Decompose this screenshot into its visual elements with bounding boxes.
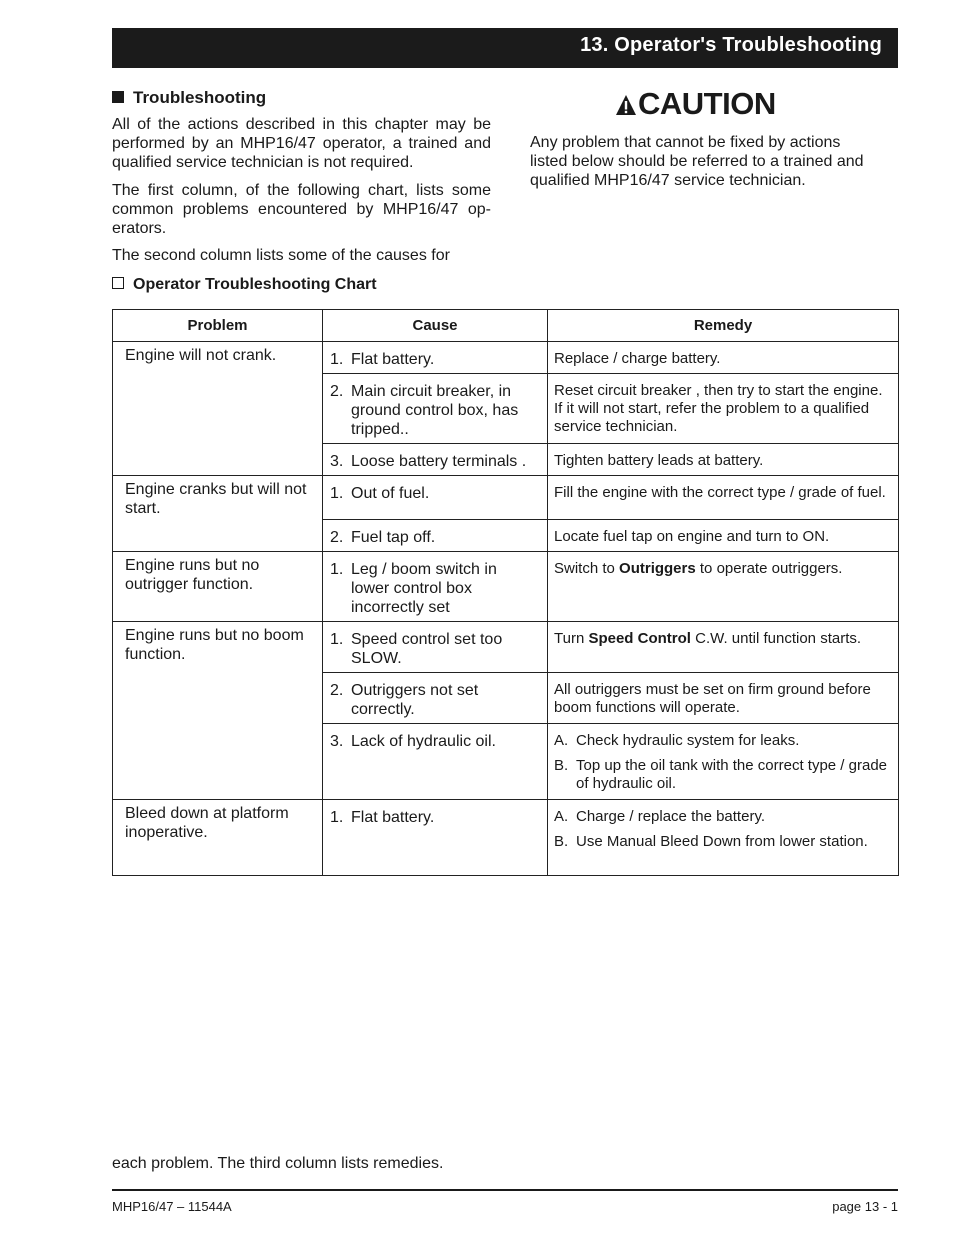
- cause-text: Fuel tap off.: [351, 529, 436, 546]
- problem-cell: Engine cranks but will not start.: [113, 476, 323, 552]
- cause-number: 3.: [330, 453, 344, 470]
- remedy-cell: [548, 552, 899, 622]
- column-header-remedy: Remedy: [548, 310, 899, 342]
- intro-paragraph-1: All of the actions described in this chapter may be performed by an MHP16/47 operator, a trained and qualified service technician is not required.: [112, 116, 491, 171]
- cause-text: Flat battery.: [351, 809, 435, 826]
- remedy-cell: Reset circuit breaker , then try to start the engine. If it will not start, refer the problem to a qualified service technician.: [548, 374, 899, 444]
- remedy-letter: A.: [554, 732, 569, 749]
- warning-triangle-icon: [615, 94, 637, 116]
- troubleshooting-table: [112, 309, 899, 876]
- cause-cell: [323, 444, 548, 476]
- remedy-letter: A.: [554, 808, 569, 825]
- caution-label: CAUTION: [638, 86, 776, 121]
- cause-number: 2.: [330, 383, 344, 400]
- cause-text: Outriggers not set correctly.: [351, 682, 479, 718]
- caution-heading: [615, 86, 776, 122]
- continuation-paragraph: each problem. The third column lists remedies.: [112, 1155, 444, 1172]
- problem-cell: Engine will not crank.: [113, 342, 323, 476]
- cause-text: Flat battery.: [351, 351, 435, 368]
- remedy-text: C.W. until function starts.: [690, 630, 862, 647]
- cause-cell: [323, 476, 548, 520]
- remedy-bold-term: Outriggers: [619, 560, 696, 577]
- table-row: [113, 342, 899, 374]
- cause-number: 1.: [330, 809, 344, 826]
- remedy-cell: All outriggers must be set on firm ground before boom functions will operate.: [548, 673, 899, 724]
- cause-text: Main circuit breaker, in ground control box, has tripped..: [351, 383, 519, 438]
- cause-number: 1.: [330, 631, 344, 648]
- remedy-cell: Replace / charge battery.: [548, 342, 899, 374]
- cause-text: Loose battery terminals .: [351, 453, 527, 470]
- cause-number: 2.: [330, 529, 344, 546]
- column-header-cause: Cause: [323, 310, 548, 342]
- cause-number: 1.: [330, 561, 344, 578]
- remedy-letter: B.: [554, 757, 569, 774]
- section-heading: [112, 88, 266, 108]
- cause-cell: [323, 520, 548, 552]
- remedy-text: Top up the oil tank with the correct type / grade of hydraulic oil.: [576, 757, 888, 792]
- cause-cell: [323, 800, 548, 876]
- footer-page-number: page 13 - 1: [832, 1199, 898, 1214]
- cause-number: 3.: [330, 733, 344, 750]
- column-header-problem: Problem: [113, 310, 323, 342]
- cause-text: Lack of hydraulic oil.: [351, 733, 496, 750]
- remedy-text: Charge / replace the battery.: [576, 808, 765, 825]
- chapter-header-bar: [112, 28, 898, 68]
- cause-number: 1.: [330, 351, 344, 368]
- chart-heading-text: Operator Troubleshooting Chart: [133, 276, 377, 293]
- cause-number: 1.: [330, 485, 344, 502]
- cause-cell: [323, 622, 548, 673]
- footer-divider: [112, 1189, 898, 1191]
- problem-cell: Engine runs but no boom function.: [113, 622, 323, 800]
- table-row: [113, 622, 899, 673]
- cause-cell: [323, 552, 548, 622]
- remedy-bold-term: Speed Control: [588, 630, 691, 647]
- checkbox-outline-icon: [112, 277, 124, 289]
- caution-text: Any problem that cannot be fixed by actions listed below should be referred to a trained and qualified MHP16/47 service technician.: [530, 134, 864, 189]
- remedy-cell: [548, 724, 899, 800]
- intro-paragraph-2: The first column, of the following chart, lists some common problems encountered by MHP16/47 op-erators.: [112, 182, 491, 237]
- chapter-title: 13. Operator's Troubleshooting: [580, 34, 882, 56]
- problem-cell: Bleed down at platform inoperative.: [113, 800, 323, 876]
- cause-number: 2.: [330, 682, 344, 699]
- table-header-row: [113, 310, 899, 342]
- filled-square-icon: [112, 91, 124, 103]
- remedy-cell: Fill the engine with the correct type / grade of fuel.: [548, 476, 899, 520]
- table-row: [113, 800, 899, 876]
- table-row: [113, 476, 899, 520]
- cause-text: Speed control set too SLOW.: [351, 631, 503, 667]
- cause-cell: [323, 724, 548, 800]
- footer-doc-id: MHP16/47 – 11544A: [112, 1199, 232, 1214]
- remedy-text: Switch to: [554, 560, 620, 577]
- remedy-text: Turn: [554, 630, 589, 647]
- chart-heading: [112, 276, 377, 294]
- section-heading-text: Troubleshooting: [133, 88, 267, 107]
- remedy-letter: B.: [554, 833, 569, 850]
- remedy-text: Check hydraulic system for leaks.: [576, 732, 800, 749]
- intro-paragraph-3: The second column lists some of the causes for: [112, 247, 450, 264]
- cause-cell: [323, 342, 548, 374]
- remedy-text: to operate outriggers.: [695, 560, 843, 577]
- remedy-cell: [548, 622, 899, 673]
- table-row: [113, 552, 899, 622]
- problem-cell: Engine runs but no outrigger function.: [113, 552, 323, 622]
- cause-text: Out of fuel.: [351, 485, 430, 502]
- cause-cell: [323, 673, 548, 724]
- remedy-cell: Tighten battery leads at battery.: [548, 444, 899, 476]
- cause-cell: [323, 374, 548, 444]
- remedy-text: Use Manual Bleed Down from lower station.: [576, 833, 868, 850]
- remedy-cell: [548, 800, 899, 876]
- remedy-cell: Locate fuel tap on engine and turn to ON.: [548, 520, 899, 552]
- cause-text: Leg / boom switch in lower control box incorrectly set: [351, 561, 497, 616]
